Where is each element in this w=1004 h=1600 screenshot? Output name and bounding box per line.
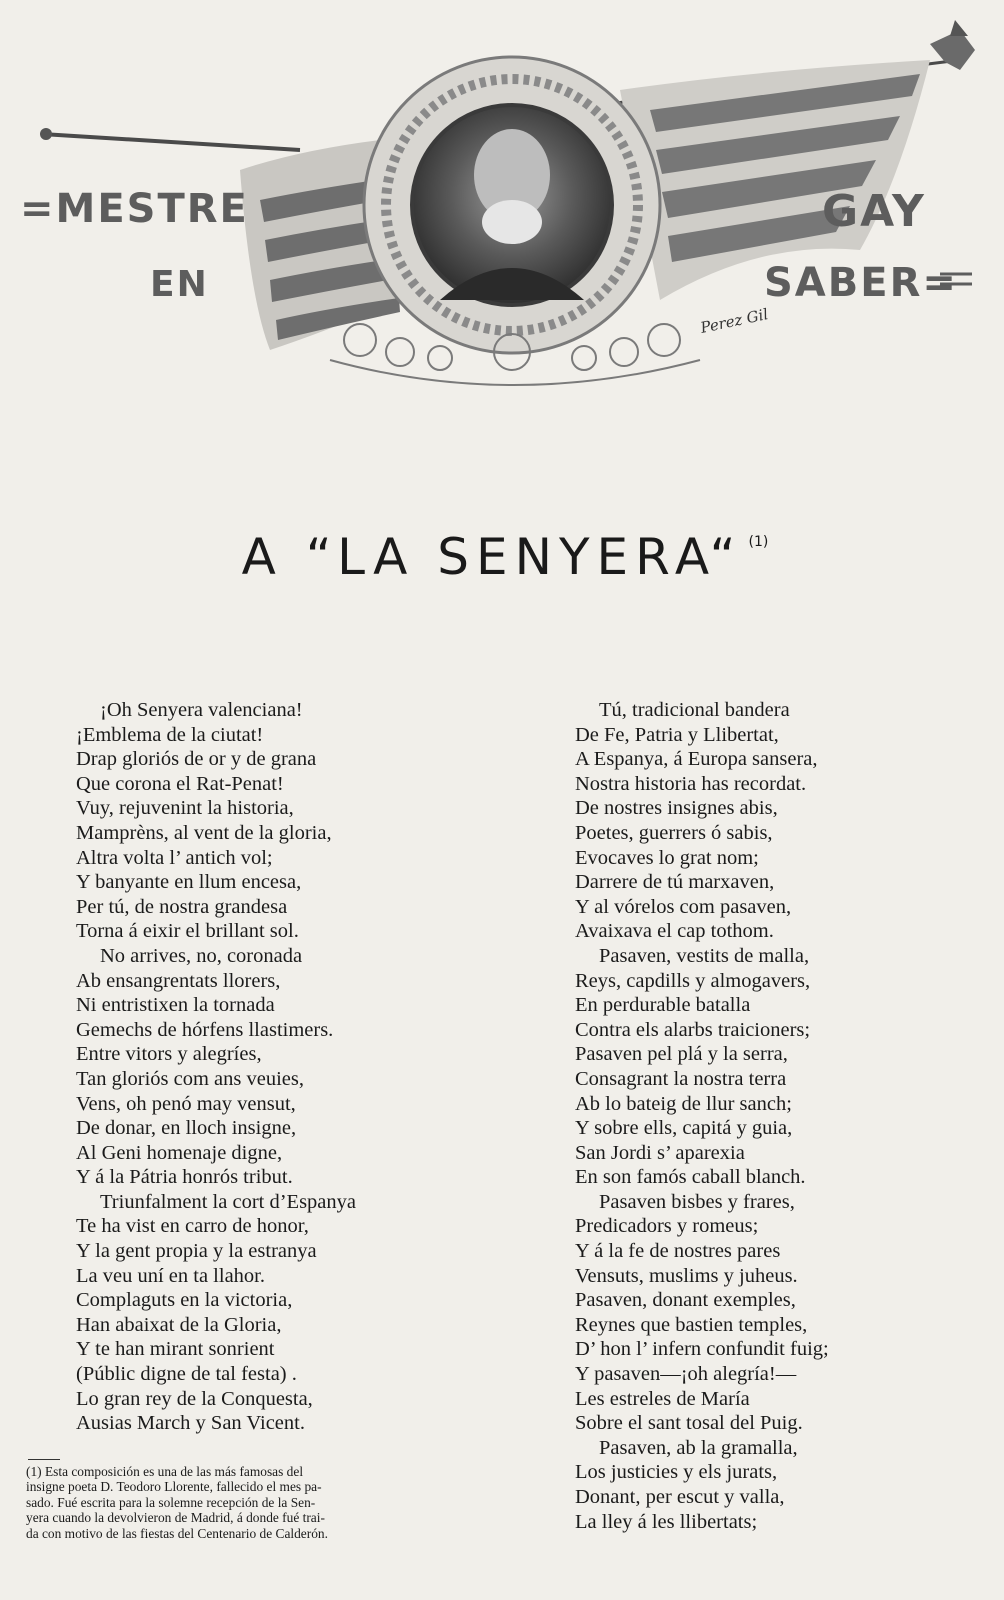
poem-title xyxy=(0,528,1004,586)
poem-line: Ausias March y San Vicent. xyxy=(76,1412,305,1435)
poem-line: Pasaven, vestits de malla, xyxy=(599,944,810,967)
banner-word-mestre: =MESTRE xyxy=(20,186,249,232)
footnote-line: da con motivo de las fiestas del Centenario de Calderón. xyxy=(26,1525,328,1541)
poem-line: Pasaven, ab la gramalla, xyxy=(599,1436,798,1459)
poem-line: Pasaven, donant exemples, xyxy=(575,1289,796,1312)
poem-line: Reys, capdills y almogavers, xyxy=(575,969,811,992)
poem-line: Pasaven bisbes y frares, xyxy=(599,1190,795,1213)
poem-line: De nostres insignes abis, xyxy=(575,797,778,820)
poem-line: Ni entristixen la tornada xyxy=(76,994,275,1017)
poem-line: Predicadors y romeus; xyxy=(575,1215,759,1238)
poem-line: Y al vórelos com pasaven, xyxy=(575,895,792,918)
poem-line: Vensuts, muslims y juheus. xyxy=(575,1264,798,1287)
poem-line: Han abaixat de la Gloria, xyxy=(76,1313,282,1336)
footnote-line: sado. Fué escrita para la solemne recepción de la Sen- xyxy=(26,1494,316,1510)
poem-line: Complaguts en la victoria, xyxy=(76,1289,293,1312)
poem-line: Y la gent propia y la estranya xyxy=(76,1240,317,1263)
poem-column-left xyxy=(76,698,516,1436)
poem-line: La veu uní en ta llahor. xyxy=(76,1264,265,1287)
poem-line: Entre vitors y alegríes, xyxy=(76,1043,262,1066)
poem-line: Nostra historia has recordat. xyxy=(575,772,807,795)
poem-line: A Espanya, á Europa sansera, xyxy=(575,748,818,771)
poem-line: Te ha vist en carro de honor, xyxy=(76,1215,309,1238)
poem-line: Consagrant la nostra terra xyxy=(575,1067,787,1090)
poem-line: No arrives, no, coronada xyxy=(100,944,303,967)
title-footnote-mark: (1) xyxy=(748,534,769,550)
poem-line: En son famós caball blanch. xyxy=(575,1166,806,1189)
poem-line: Sobre el sant tosal del Puig. xyxy=(575,1412,803,1435)
poem-line: Poetes, guerrers ó sabis, xyxy=(575,821,773,844)
poem-line: Altra volta l’ antich vol; xyxy=(76,846,273,869)
poem-line: (Públic digne de tal festa) . xyxy=(76,1363,297,1386)
poem-line: Y banyante en llum encesa, xyxy=(76,871,302,894)
poem-line: Que corona el Rat-Penat! xyxy=(76,772,284,795)
poem-line: Tú, tradicional bandera xyxy=(599,699,790,721)
poem-line: Tan gloriós com ans veuies, xyxy=(76,1067,305,1090)
poem-line: Triunfalment la cort d’Espanya xyxy=(100,1190,356,1213)
poem-line: ¡Oh Senyera valenciana! xyxy=(100,699,303,721)
footnote-line: yera cuando la devolvieron de Madrid, á donde fué trai- xyxy=(26,1510,325,1526)
footnote xyxy=(26,1464,506,1541)
poem-line: Evocaves lo grat nom; xyxy=(575,846,759,869)
poem-line: Vuy, rejuvenint la historia, xyxy=(76,797,294,820)
poem-line: Contra els alarbs traicioners; xyxy=(575,1018,811,1041)
footnote-rule xyxy=(28,1459,60,1460)
poem-line: Vens, oh penó may vensut, xyxy=(76,1092,296,1115)
poem-line: De Fe, Patria y Llibertat, xyxy=(575,723,779,746)
poem-line: Lo gran rey de la Conquesta, xyxy=(76,1387,313,1410)
poem-line: En perdurable batalla xyxy=(575,994,751,1017)
poem-line: Les estreles de María xyxy=(575,1387,750,1410)
poem-line: De donar, en lloch insigne, xyxy=(76,1117,297,1140)
poem-line: Al Geni homenaje digne, xyxy=(76,1141,283,1164)
poem-line: Donant, per escut y valla, xyxy=(575,1486,785,1508)
poem-line: Pasaven pel plá y la serra, xyxy=(575,1043,788,1066)
banner-word-saber: SABER= xyxy=(764,260,958,306)
poem-line: ¡Emblema de la ciutat! xyxy=(76,723,264,746)
poem-line: Mamprèns, al vent de la gloria, xyxy=(76,821,332,844)
poem-line: Reynes que bastien temples, xyxy=(575,1313,808,1336)
poem-line: Los justicies y els jurats, xyxy=(575,1461,778,1484)
poem-line: Y á la Pátria honrós tribut. xyxy=(76,1166,293,1189)
poem-line: Avaixava el cap tothom. xyxy=(575,920,774,943)
poem-line: Ab ensangrentats llorers, xyxy=(76,969,281,992)
poem-line: Per tú, de nostra grandesa xyxy=(76,895,288,918)
poem-line: Y te han mirant sonrient xyxy=(76,1338,275,1361)
poem-title-text: A “LA SENYERA“ xyxy=(241,528,743,586)
banner-word-en: EN xyxy=(150,264,209,305)
banner-word-gay: GAY xyxy=(822,186,926,237)
portrait-medallion xyxy=(364,57,660,353)
footnote-line: (1) Esta composición es una de las más famosas del xyxy=(26,1464,304,1479)
header-illustration xyxy=(0,0,1004,400)
poem-line: Darrere de tú marxaven, xyxy=(575,871,775,894)
poem-line: Torna á eixir el brillant sol. xyxy=(76,920,299,943)
poem-line: Ab lo bateig de llur sanch; xyxy=(575,1092,792,1115)
footnote-line: insigne poeta D. Teodoro Llorente, fallecido el mes pa- xyxy=(26,1479,322,1495)
artist-signature: Perez Gil xyxy=(698,305,770,337)
poem-line: San Jordi s’ aparexia xyxy=(575,1141,745,1164)
poem-line: Y á la fe de nostres pares xyxy=(575,1240,781,1263)
poem-line: La lley á les llibertats; xyxy=(575,1510,758,1533)
poem-line: D’ hon l’ infern confundit fuig; xyxy=(575,1338,829,1361)
poem-line: Gemechs de hórfens llastimers. xyxy=(76,1018,334,1041)
poem-line: Drap gloriós de or y de grana xyxy=(76,748,317,771)
poem-line: Y pasaven—¡oh alegría!— xyxy=(575,1363,797,1386)
poem-column-right xyxy=(575,698,995,1534)
poem-line: Y sobre ells, capitá y guia, xyxy=(575,1117,793,1140)
